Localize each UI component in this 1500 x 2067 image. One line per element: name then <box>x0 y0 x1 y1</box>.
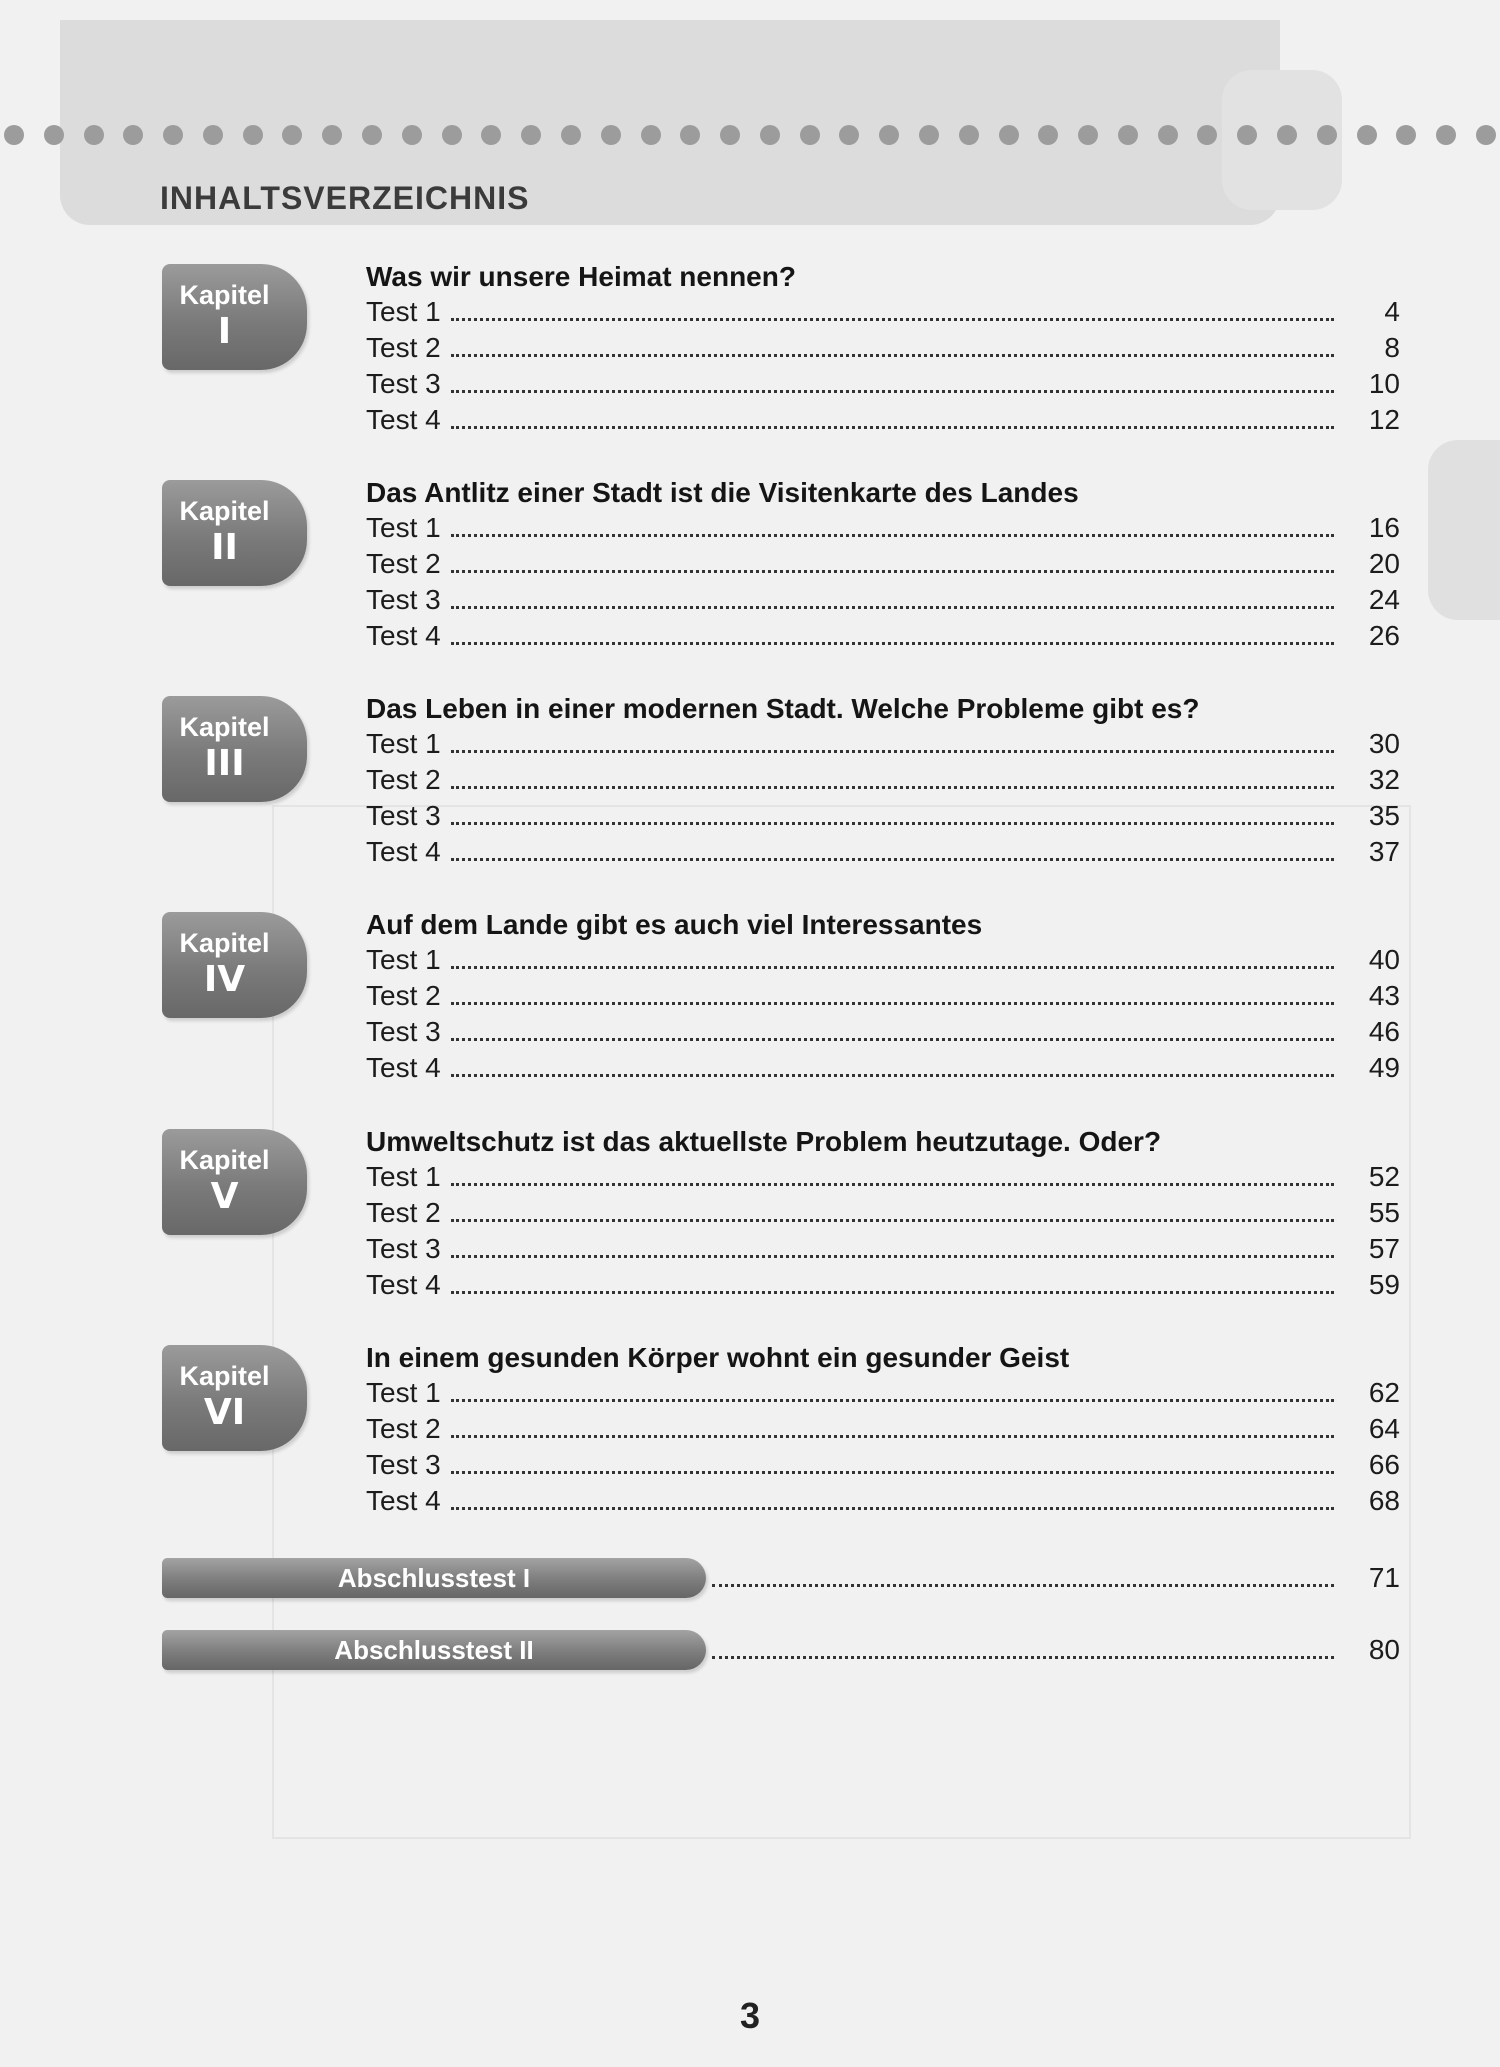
dot <box>999 125 1019 145</box>
dot-leader <box>451 944 1334 969</box>
final-test-entry[interactable] <box>160 1630 1400 1670</box>
chapter-badge-label: Kapitel <box>179 280 270 310</box>
final-test-row <box>706 1558 1400 1598</box>
test-label: Test 4 <box>366 404 441 435</box>
dot <box>680 125 700 145</box>
test-label: Test 2 <box>366 1197 441 1228</box>
final-test-label: Abschlusstest I <box>162 1558 706 1598</box>
chapter-badge-label: Kapitel <box>179 496 270 526</box>
chapter-badge <box>162 1129 307 1235</box>
test-page-number: 62 <box>1368 1377 1400 1408</box>
test-label: Test 3 <box>366 584 441 615</box>
test-entry[interactable] <box>366 512 1400 548</box>
chapter-numeral: IV <box>203 959 246 1000</box>
chapter-numeral: VI <box>203 1392 246 1433</box>
test-entry[interactable] <box>366 836 1400 872</box>
dot <box>4 125 24 145</box>
dot-leader <box>451 836 1334 861</box>
dot-leader <box>451 584 1334 609</box>
test-label: Test 2 <box>366 980 441 1011</box>
test-label: Test 1 <box>366 296 441 327</box>
test-page-number: 59 <box>1368 1269 1400 1300</box>
dot <box>402 125 422 145</box>
dot <box>561 125 581 145</box>
chapter-badge-label: Kapitel <box>179 1145 270 1175</box>
dot <box>1476 125 1496 145</box>
chapter-badge-label: Kapitel <box>179 928 270 958</box>
test-list <box>366 1377 1400 1521</box>
dot <box>442 125 462 145</box>
test-entry[interactable] <box>366 1485 1400 1521</box>
dot <box>919 125 939 145</box>
test-page-number: 24 <box>1368 584 1400 615</box>
dot-leader <box>451 764 1334 789</box>
dot-leader <box>451 404 1334 429</box>
dot <box>163 125 183 145</box>
chapter-badge <box>162 912 307 1018</box>
test-entry[interactable] <box>366 1413 1400 1449</box>
test-entry[interactable] <box>366 1269 1400 1305</box>
dot <box>1277 125 1297 145</box>
show-through-side-tab <box>1428 440 1500 620</box>
chapter-numeral: III <box>204 743 245 784</box>
chapter-badge <box>162 480 307 586</box>
chapter-badge <box>162 264 307 370</box>
test-label: Test 3 <box>366 800 441 831</box>
dot <box>601 125 621 145</box>
test-page-number: 66 <box>1368 1449 1400 1480</box>
dot <box>84 125 104 145</box>
test-entry[interactable] <box>366 404 1400 440</box>
dot-leader <box>712 1642 1334 1659</box>
dot-leader <box>451 800 1334 825</box>
test-entry[interactable] <box>366 332 1400 368</box>
chapter-badge-label: Kapitel <box>179 712 270 742</box>
dot <box>800 125 820 145</box>
dot <box>1396 125 1416 145</box>
test-entry[interactable] <box>366 1197 1400 1233</box>
page-title: INHALTSVERZEICHNIS <box>160 180 530 216</box>
chapter-numeral: I <box>217 311 232 352</box>
final-test-entry[interactable] <box>160 1558 1400 1598</box>
test-page-number: 26 <box>1368 620 1400 651</box>
test-entry[interactable] <box>366 764 1400 800</box>
dot <box>203 125 223 145</box>
chapter-title[interactable]: In einem gesunden Körper wohnt ein gesunder Geist <box>366 1342 1070 1373</box>
dot <box>1357 125 1377 145</box>
dot-leader <box>451 1413 1334 1438</box>
test-label: Test 3 <box>366 1233 441 1264</box>
dot-leader <box>451 620 1334 645</box>
test-page-number: 20 <box>1368 548 1400 579</box>
dot <box>322 125 342 145</box>
dot <box>1317 125 1337 145</box>
chapter-numeral: II <box>211 527 238 568</box>
chapter-numeral: V <box>210 1176 239 1217</box>
chapter-title[interactable]: Auf dem Lande gibt es auch viel Interessantes <box>366 909 983 940</box>
dot-leader <box>451 1197 1334 1222</box>
test-label: Test 4 <box>366 620 441 651</box>
dot <box>123 125 143 145</box>
test-page-number: 68 <box>1368 1485 1400 1516</box>
dot <box>1078 125 1098 145</box>
dot-leader <box>451 1016 1334 1041</box>
test-page-number: 57 <box>1368 1233 1400 1264</box>
dot <box>362 125 382 145</box>
dot <box>760 125 780 145</box>
dot <box>1038 125 1058 145</box>
test-label: Test 4 <box>366 1052 441 1083</box>
test-page-number: 4 <box>1384 296 1400 327</box>
test-entry[interactable] <box>366 980 1400 1016</box>
dot <box>879 125 899 145</box>
test-label: Test 1 <box>366 728 441 759</box>
dot-leader <box>451 980 1334 1005</box>
dot-leader <box>451 368 1334 393</box>
dot <box>1237 125 1257 145</box>
test-entry[interactable] <box>366 800 1400 836</box>
test-list <box>366 728 1400 872</box>
test-list <box>366 512 1400 656</box>
dot <box>1158 125 1178 145</box>
test-list <box>366 944 1400 1088</box>
dot-leader <box>712 1570 1334 1587</box>
test-label: Test 1 <box>366 1161 441 1192</box>
test-label: Test 4 <box>366 1269 441 1300</box>
final-test-page-number: 80 <box>1368 1634 1400 1665</box>
test-entry[interactable] <box>366 944 1400 980</box>
dot <box>1436 125 1456 145</box>
chapter-title[interactable]: Das Leben in einer modernen Stadt. Welche Probleme gibt es? <box>366 693 1200 724</box>
dot <box>44 125 64 145</box>
dot-leader <box>451 548 1334 573</box>
dot-leader <box>451 1269 1334 1294</box>
test-page-number: 64 <box>1368 1413 1400 1444</box>
test-label: Test 3 <box>366 1016 441 1047</box>
dot-leader <box>451 1449 1334 1474</box>
test-page-number: 12 <box>1368 404 1400 435</box>
dot-leader <box>451 1161 1334 1186</box>
chapter-title[interactable]: Umweltschutz ist das aktuellste Problem heutzutage. Oder? <box>366 1126 1162 1157</box>
test-label: Test 1 <box>366 1377 441 1408</box>
test-page-number: 8 <box>1384 332 1400 363</box>
test-entry[interactable] <box>366 548 1400 584</box>
test-page-number: 35 <box>1368 800 1400 831</box>
chapter-title[interactable]: Das Antlitz einer Stadt ist die Visitenkarte des Landes <box>366 477 1079 508</box>
dot <box>641 125 661 145</box>
dot <box>282 125 302 145</box>
dot-leader <box>451 296 1334 321</box>
dot <box>839 125 859 145</box>
dot <box>521 125 541 145</box>
test-entry[interactable] <box>366 620 1400 656</box>
dot <box>1197 125 1217 145</box>
chapter-badge <box>162 696 307 802</box>
test-page-number: 46 <box>1368 1016 1400 1047</box>
chapter-badge-label: Kapitel <box>179 1361 270 1391</box>
dot-leader <box>451 1052 1334 1077</box>
test-page-number: 49 <box>1368 1052 1400 1083</box>
dot <box>1118 125 1138 145</box>
chapter-title[interactable]: Was wir unsere Heimat nennen? <box>366 261 796 292</box>
test-entry[interactable] <box>366 584 1400 620</box>
test-entry[interactable] <box>366 1016 1400 1052</box>
dot-leader <box>451 332 1334 357</box>
final-test-page-number: 71 <box>1368 1562 1400 1593</box>
test-entry[interactable] <box>366 1052 1400 1088</box>
dot-leader <box>451 1233 1334 1258</box>
test-label: Test 4 <box>366 1485 441 1516</box>
test-label: Test 3 <box>366 368 441 399</box>
test-label: Test 2 <box>366 332 441 363</box>
final-test-row <box>706 1630 1400 1670</box>
test-label: Test 4 <box>366 836 441 867</box>
dot-leader <box>451 512 1334 537</box>
test-entry[interactable] <box>366 728 1400 764</box>
test-entry[interactable] <box>366 1161 1400 1197</box>
test-label: Test 1 <box>366 512 441 543</box>
test-label: Test 2 <box>366 548 441 579</box>
final-test-label: Abschlusstest II <box>162 1630 706 1670</box>
test-list <box>366 296 1400 440</box>
dot-leader <box>451 1485 1334 1510</box>
test-page-number: 52 <box>1368 1161 1400 1192</box>
test-page-number: 16 <box>1368 512 1400 543</box>
test-entry[interactable] <box>366 1233 1400 1269</box>
test-page-number: 10 <box>1368 368 1400 399</box>
test-label: Test 2 <box>366 764 441 795</box>
test-page-number: 37 <box>1368 836 1400 867</box>
test-page-number: 55 <box>1368 1197 1400 1228</box>
page-number: 3 <box>739 1995 761 2036</box>
test-page-number: 43 <box>1368 980 1400 1011</box>
test-page-number: 30 <box>1368 728 1400 759</box>
test-entry[interactable] <box>366 296 1400 332</box>
test-list <box>366 1161 1400 1305</box>
test-label: Test 3 <box>366 1449 441 1480</box>
dot <box>720 125 740 145</box>
chapter-badge <box>162 1345 307 1451</box>
dot <box>243 125 263 145</box>
test-page-number: 32 <box>1368 764 1400 795</box>
dot-leader <box>451 728 1334 753</box>
dot-leader <box>451 1377 1334 1402</box>
test-label: Test 1 <box>366 944 441 975</box>
dot <box>959 125 979 145</box>
dot <box>481 125 501 145</box>
test-label: Test 2 <box>366 1413 441 1444</box>
test-entry[interactable] <box>366 1449 1400 1485</box>
dotted-rule <box>0 124 1500 146</box>
test-entry[interactable] <box>366 1377 1400 1413</box>
test-page-number: 40 <box>1368 944 1400 975</box>
test-entry[interactable] <box>366 368 1400 404</box>
